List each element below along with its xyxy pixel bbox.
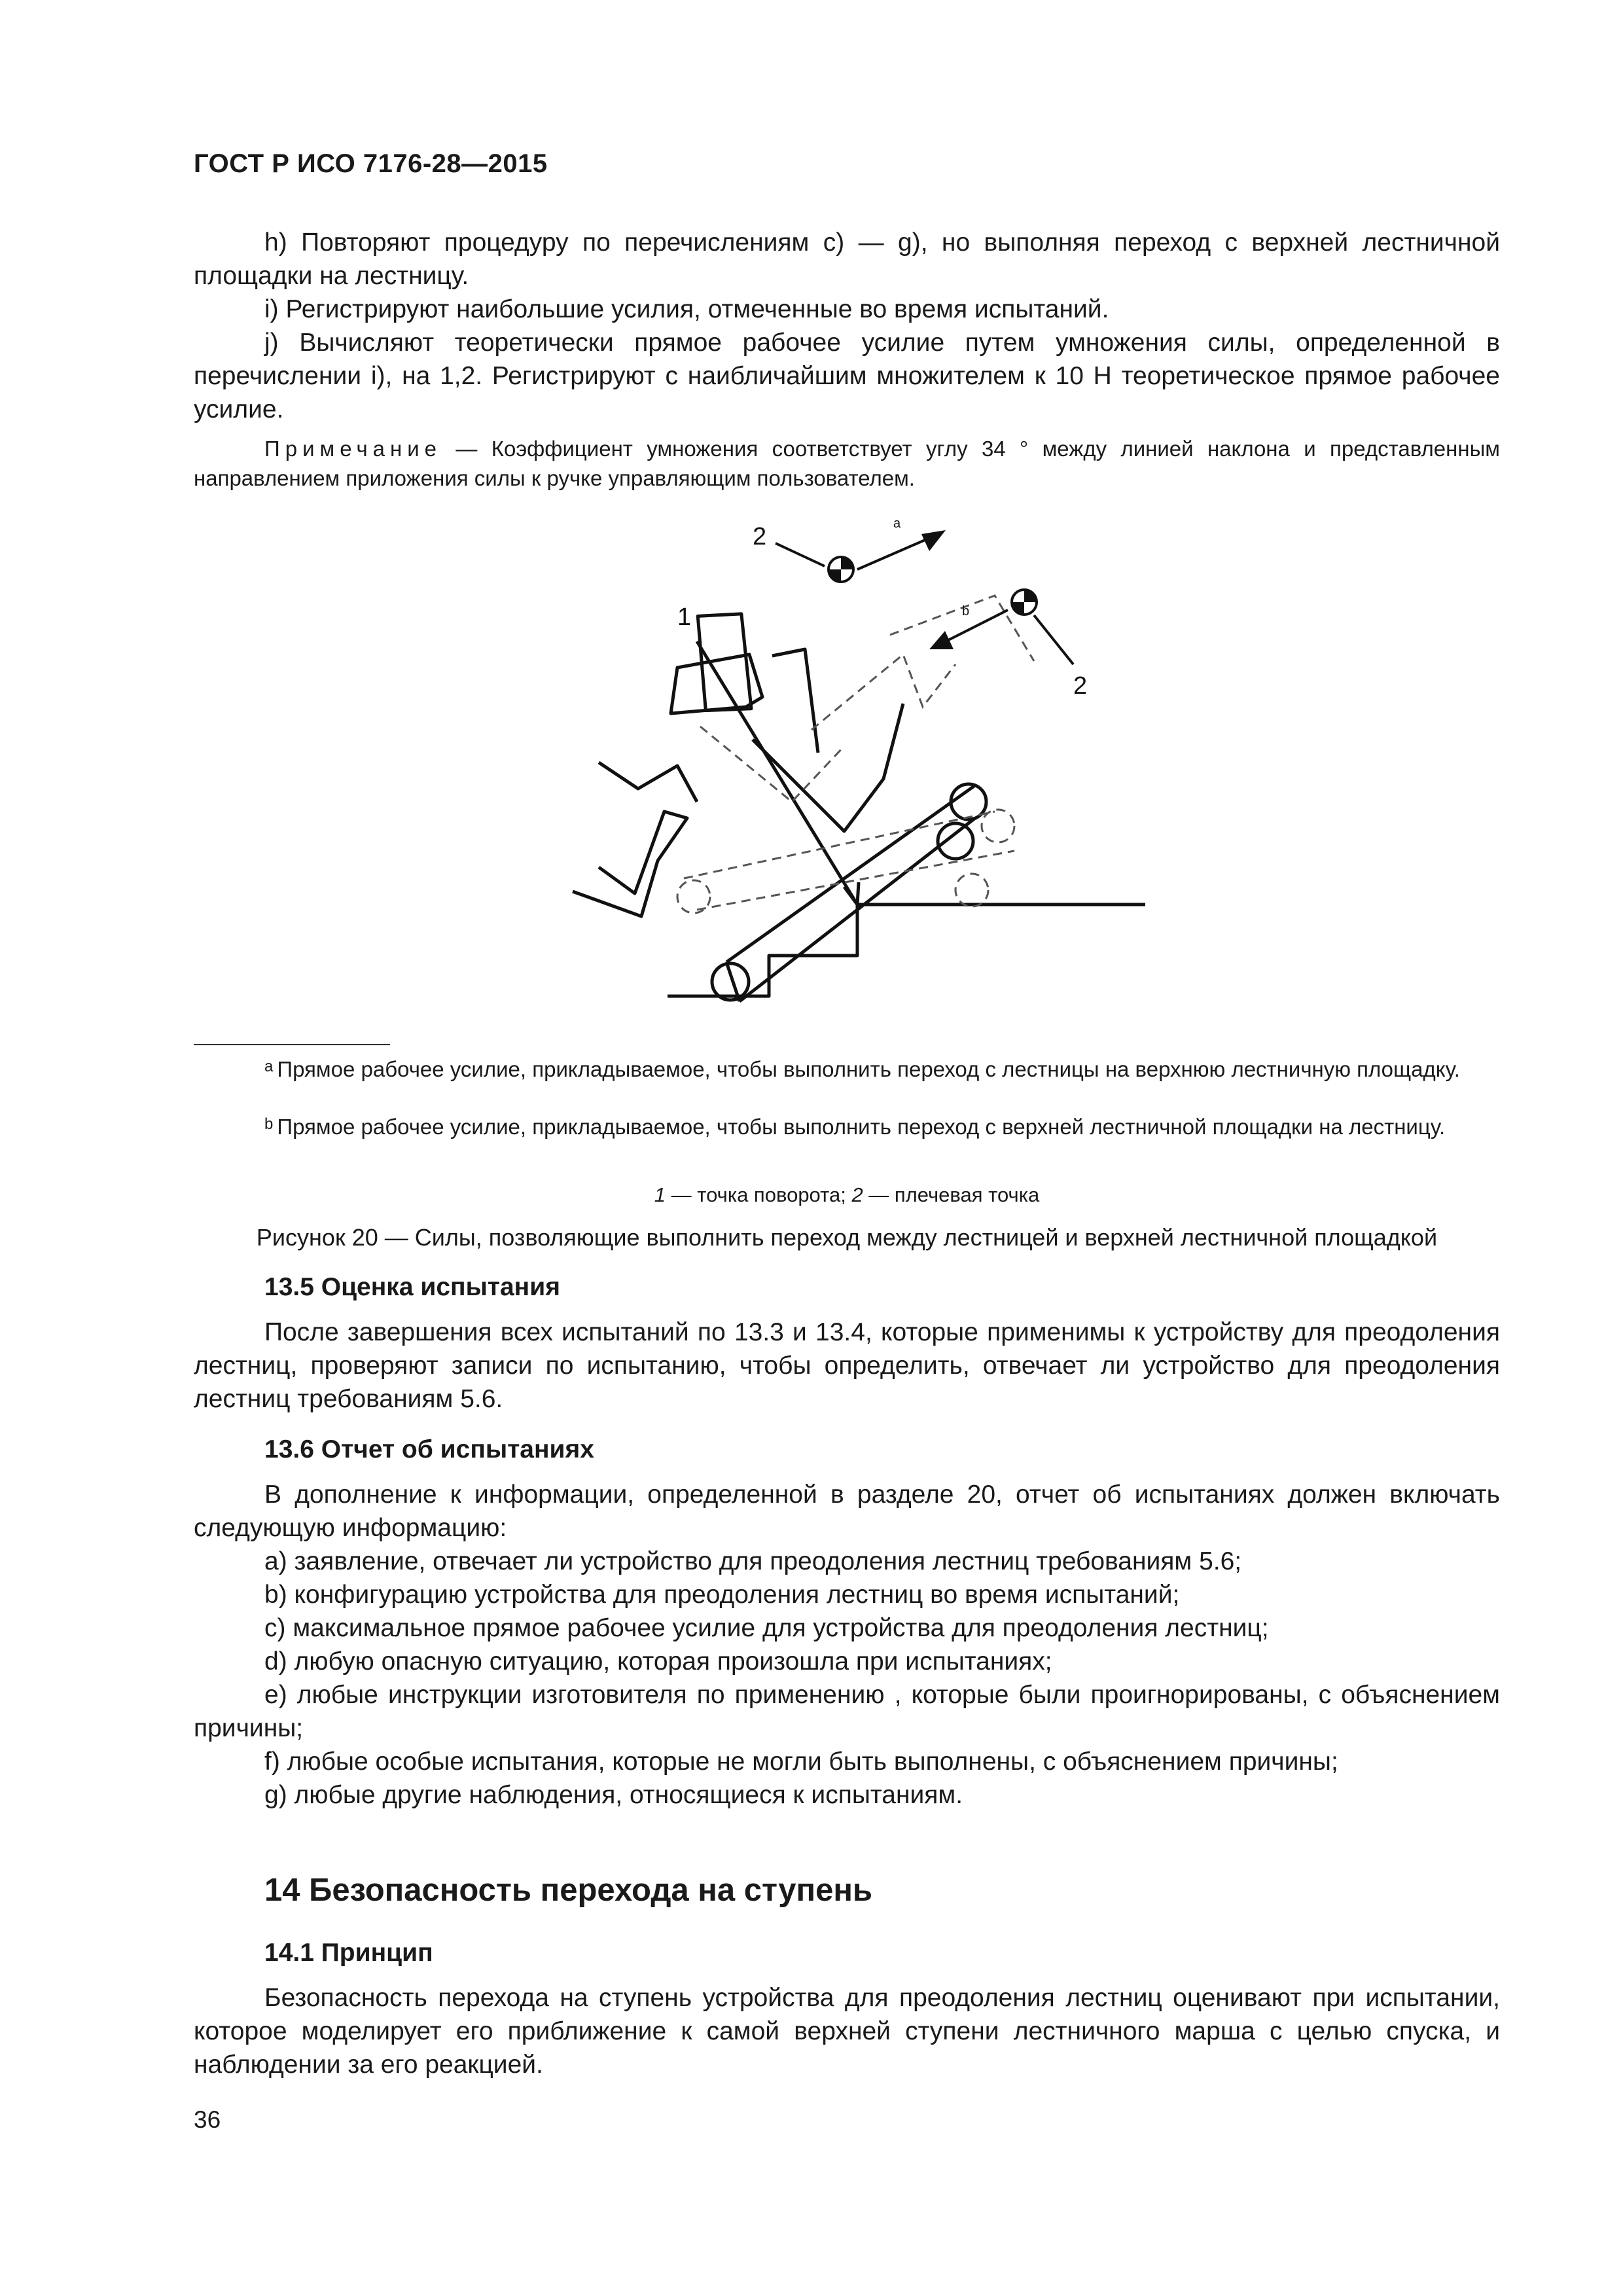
alt-back-dashed bbox=[812, 655, 955, 730]
footnote-a bbox=[194, 1055, 1500, 1084]
document-header: ГОСТ Р ИСО 7176-28—2015 bbox=[194, 149, 548, 178]
force-arrow-a-head bbox=[921, 530, 946, 551]
alt-wheel-3 bbox=[955, 874, 988, 906]
label-b: b bbox=[962, 604, 970, 619]
shoulder-point-top bbox=[829, 557, 853, 582]
heading-13-6: 13.6 Отчет об испытаниях bbox=[264, 1435, 594, 1463]
report-item-c: c) максимальное прямое рабочее усилие для устройства для преодоления лестниц; bbox=[264, 1614, 1269, 1642]
procedure-steps bbox=[194, 226, 1500, 426]
section-13-6-intro: В дополнение к информации, определенной в разделе 20, отчет об испытаниях должен включать следующую информацию: bbox=[194, 1480, 1500, 1542]
backrest-post bbox=[772, 649, 818, 753]
step-i: i) Регистрируют наибольшие усилия, отмеченные во время испытаний. bbox=[264, 295, 1109, 323]
section-13-5-text: После завершения всех испытаний по 13.3 и 13.4, которые применимы к устройству для преодоления лестниц, проверяют записи по испытанию, чтобы определить, отвечает ли устройство для преодоления лестниц требованиям 5.6. bbox=[194, 1318, 1500, 1413]
footnote-b bbox=[194, 1113, 1500, 1141]
section-13-6-body bbox=[194, 1478, 1500, 1812]
note-text: — Коэффициент умножения соответствует углу 34 ° между линией наклона и представленным направлением приложения силы к ручке управляющим пользователем. bbox=[194, 437, 1500, 490]
note-label: Примечание bbox=[264, 437, 442, 461]
force-arrow-a-line bbox=[857, 537, 933, 569]
report-item-b: b) конфигурацию устройства для преодоления лестниц во время испытаний; bbox=[264, 1581, 1180, 1609]
heading-13-5: 13.5 Оценка испытания bbox=[264, 1273, 560, 1301]
label-2-top: 2 bbox=[753, 523, 767, 550]
figure-20-diagram bbox=[537, 504, 1165, 1014]
footnote-a-text: Прямое рабочее усилие, прикладываемое, чтобы выполнить переход с лестницы на верхнюю лестничную площадку. bbox=[277, 1057, 1460, 1081]
report-item-f: f) любые особые испытания, которые не могли быть выполнены, с объяснением причины; bbox=[264, 1748, 1338, 1776]
occupant-arm bbox=[599, 762, 697, 802]
report-item-a: a) заявление, отвечает ли устройство для преодоления лестниц требованиям 5.6; bbox=[264, 1547, 1242, 1575]
report-item-e: e) любые инструкции изготовителя по применению , которые были проигнорированы, с объяснением причины; bbox=[194, 1681, 1500, 1742]
shoulder-point-right bbox=[1012, 590, 1037, 615]
occupant-leg bbox=[573, 812, 687, 916]
pivot-pointer-line bbox=[697, 641, 857, 905]
footnote-a-marker: a bbox=[264, 1058, 274, 1075]
label-2-right: 2 bbox=[1073, 672, 1088, 700]
note bbox=[194, 434, 1500, 493]
alt-wheel-2 bbox=[982, 810, 1014, 842]
footnote-b-text: Прямое рабочее усилие, прикладываемое, чтобы выполнить переход с верхней лестничной площадки на лестницу. bbox=[277, 1115, 1446, 1139]
report-item-d: d) любую опасную ситуацию, которая произошла при испытаниях; bbox=[264, 1647, 1052, 1676]
report-item-g: g) любые другие наблюдения, относящиеся к испытаниям. bbox=[264, 1781, 963, 1809]
figure-legend bbox=[194, 1183, 1500, 1207]
leader-2-top bbox=[776, 543, 825, 566]
legend-text-2: — плечевая точка bbox=[863, 1183, 1040, 1206]
step-h: h) Повторяют процедуру по перечислениям c) — g), но выполняя переход с верхней лестничной площадки на лестницу. bbox=[194, 228, 1500, 290]
figure-caption: Рисунок 20 — Силы, позволяющие выполнить переход между лестницей и верхней лестничной площадкой bbox=[256, 1224, 1438, 1251]
legend-text-1: — точка поворота; bbox=[666, 1183, 852, 1206]
section-13-5-body bbox=[194, 1316, 1500, 1416]
legend-num-2: 2 bbox=[851, 1183, 863, 1206]
force-arrow-b-line bbox=[946, 610, 1008, 641]
section-14-1-body bbox=[194, 1981, 1500, 2081]
leader-2-right bbox=[1034, 615, 1073, 664]
heading-14-1: 14.1 Принцип bbox=[264, 1939, 433, 1967]
section-14-1-text: Безопасность перехода на ступень устройства для преодоления лестниц оценивают при испытании, которое моделирует его приближение к самой верхней ступени лестничного марша с целью спуска, и наблюдении за его реакцией. bbox=[194, 1984, 1500, 2079]
legend-num-1: 1 bbox=[654, 1183, 666, 1206]
footnote-rule bbox=[194, 1044, 390, 1045]
label-a: a bbox=[893, 516, 901, 531]
step-j: j) Вычисляют теоретически прямое рабочее усилие путем умножения силы, определенной в перечислении i), на 1,2. Регистрируют с наибличайшим множителем к 10 Н теоретическое прямое рабочее усилие. bbox=[194, 329, 1500, 423]
label-1: 1 bbox=[677, 603, 692, 631]
stair-outline bbox=[668, 905, 1145, 996]
page-number: 36 bbox=[194, 2106, 221, 2133]
footnote-b-marker: b bbox=[264, 1115, 274, 1133]
heading-14: 14 Безопасность перехода на ступень bbox=[264, 1873, 873, 1908]
